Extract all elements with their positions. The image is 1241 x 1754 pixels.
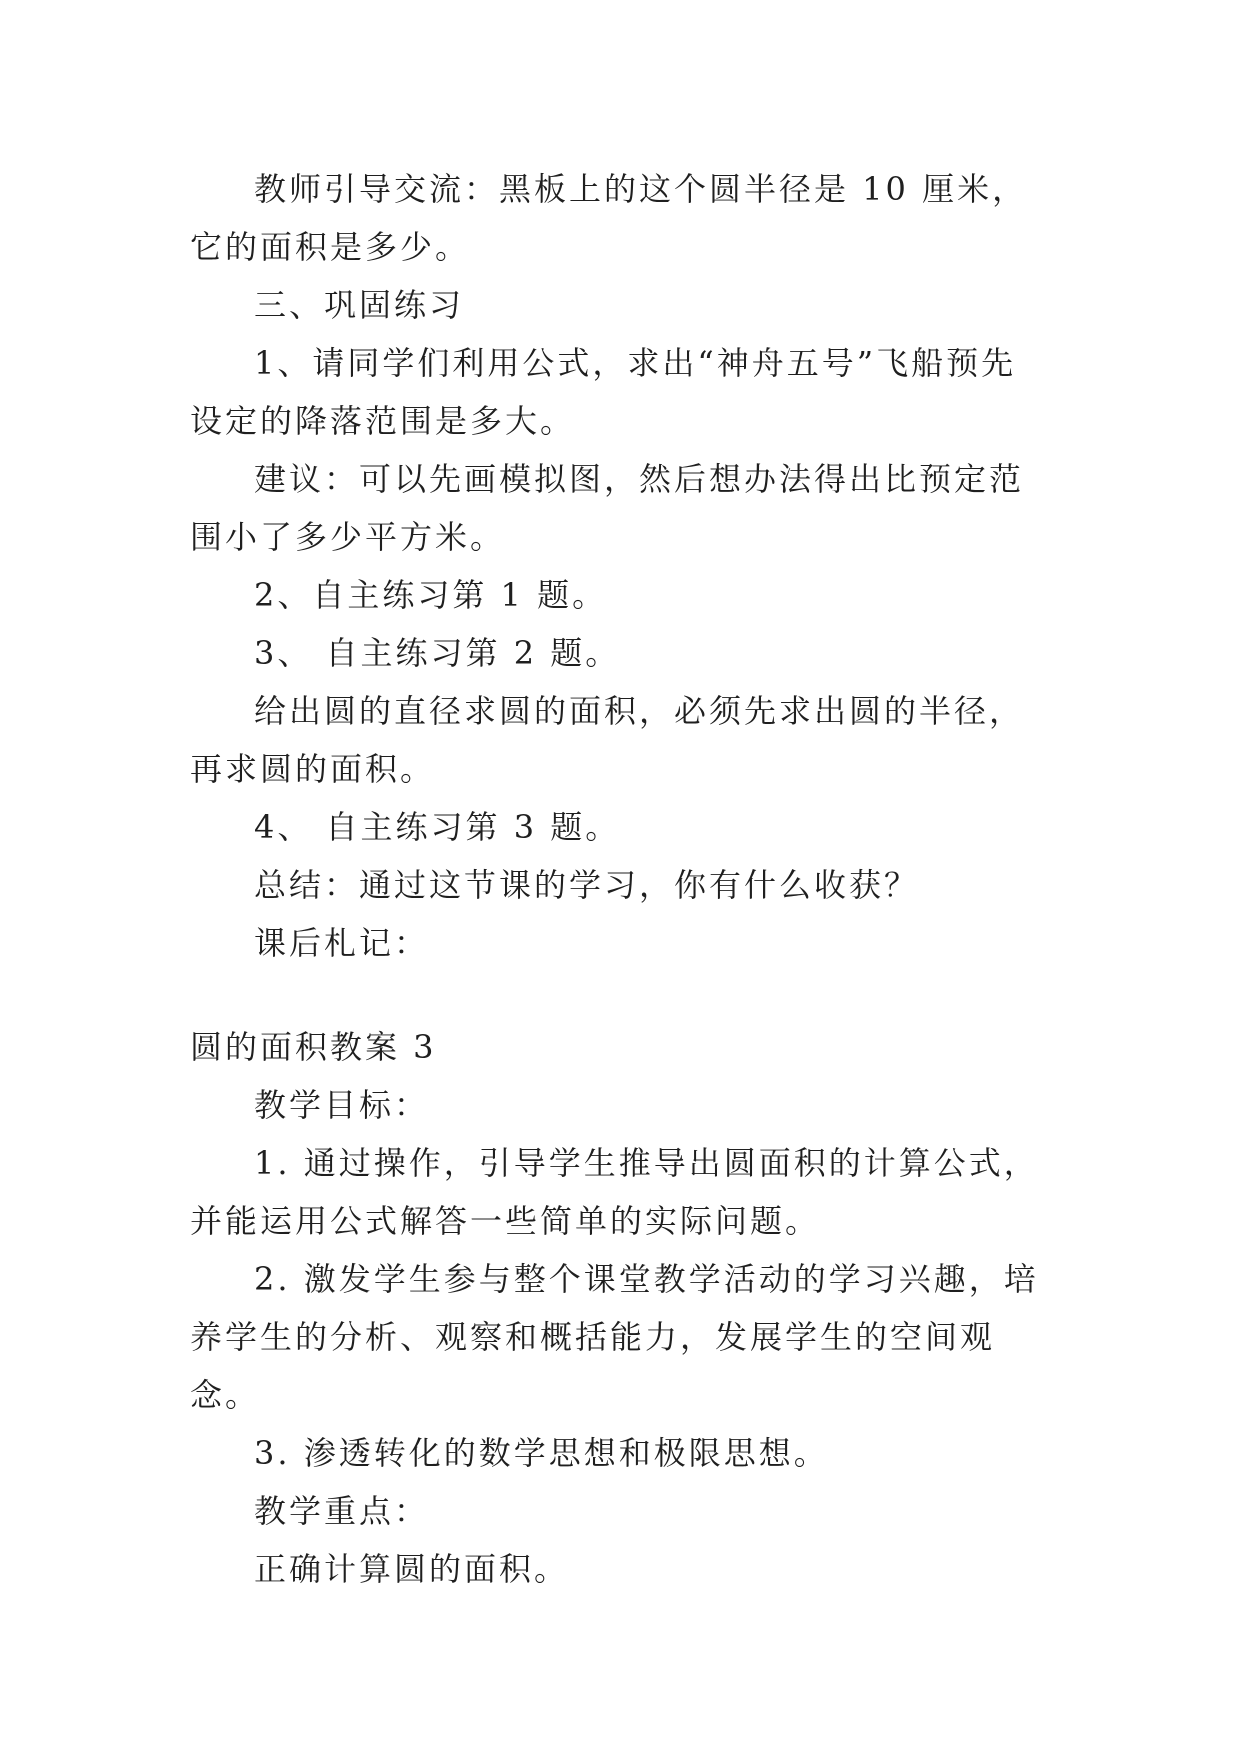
paragraph-exercise-one: 1、请同学们利用公式，求出“神舟五号”飞船预先设定的降落范围是多大。 — [190, 344, 1017, 440]
paragraph-teacher-guidance: 教师引导交流：黑板上的这个圆半径是 10 厘米，它的面积是多少。 — [190, 170, 1028, 266]
paragraph-teaching-focus: 教学重点： — [254, 1492, 430, 1530]
paragraph-goal-one: 1. 通过操作，引导学生推导出圆面积的计算公式，并能运用公式解答一些简单的实际问题。 — [190, 1144, 1039, 1240]
paragraph-exercise-four: 4、 自主练习第 3 题。 — [254, 808, 621, 846]
paragraph-exercise-two: 2、自主练习第 1 题。 — [254, 576, 608, 614]
paragraph-focus-detail: 正确计算圆的面积。 — [254, 1550, 570, 1588]
document-body — [190, 160, 1050, 1598]
paragraph-goal-three: 3. 渗透转化的数学思想和极限思想。 — [254, 1434, 829, 1472]
paragraph-teaching-goals: 教学目标： — [254, 1086, 430, 1124]
paragraph-goal-two: 2. 激发学生参与整个课堂教学活动的学习兴趣，培养学生的分析、观察和概括能力，发展学生的空间观念。 — [190, 1260, 1039, 1414]
paragraph-summary: 总结：通过这节课的学习，你有什么收获？ — [254, 866, 920, 904]
section-spacer — [190, 972, 1050, 1018]
paragraph-exercise-three: 3、 自主练习第 2 题。 — [254, 634, 621, 672]
paragraph-section-three: 三、巩固练习 — [254, 286, 465, 324]
paragraph-diameter-note: 给出圆的直径求圆的面积，必须先求出圆的半径，再求圆的面积。 — [190, 692, 1025, 788]
section-title: 圆的面积教案 3 — [190, 1028, 437, 1066]
paragraph-after-class-notes: 课后札记： — [254, 924, 430, 962]
paragraph-suggestion: 建议：可以先画模拟图，然后想办法得出比预定范围小了多少平方米。 — [190, 460, 1025, 556]
